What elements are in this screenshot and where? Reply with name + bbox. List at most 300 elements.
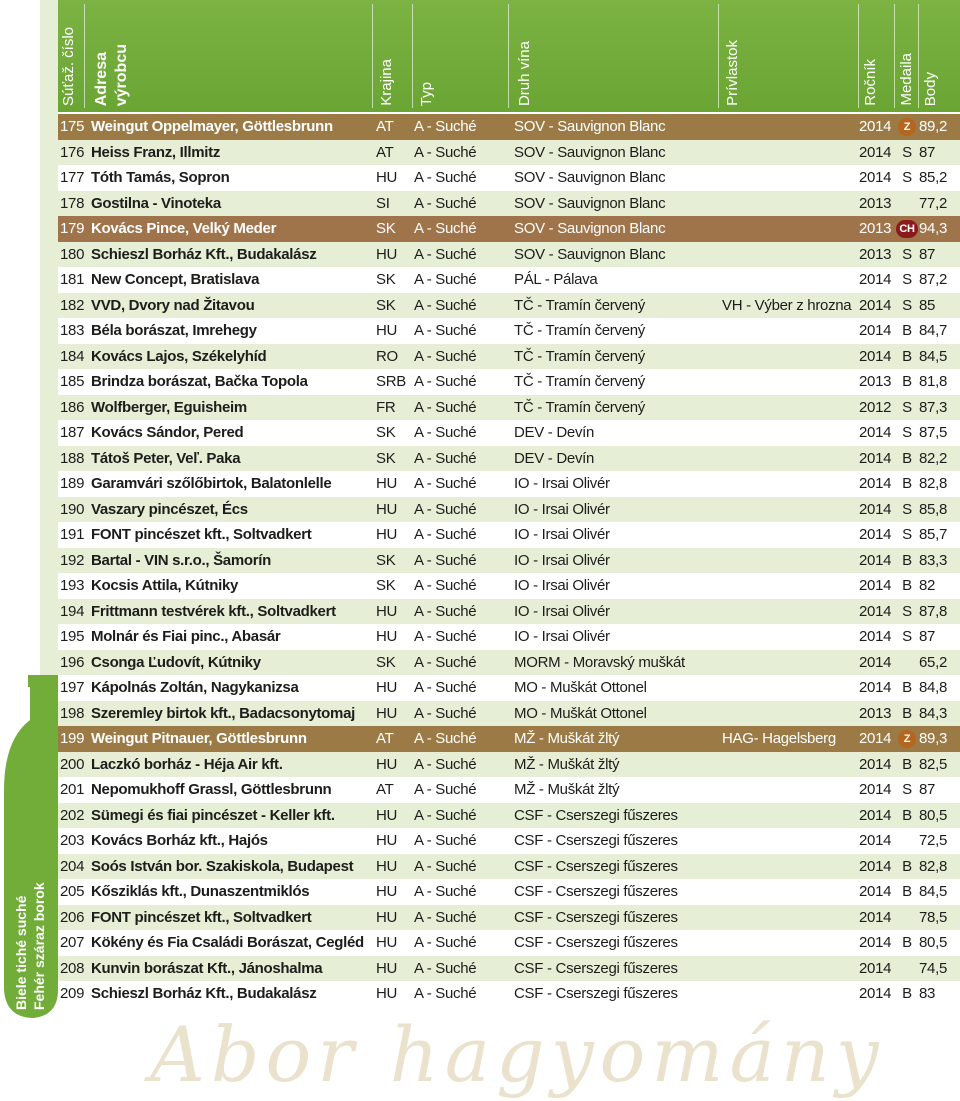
cell-region: SK xyxy=(376,653,396,671)
cell-year: 2014 xyxy=(859,832,892,849)
cell-producer: Gostilna - Vinoteka xyxy=(91,194,221,212)
table-row xyxy=(58,471,960,497)
cell-medal xyxy=(896,114,918,140)
cell-region: AT xyxy=(376,118,394,135)
cell-attr xyxy=(722,497,867,523)
cell-year: 2014 xyxy=(859,526,892,543)
cell-region: HU xyxy=(376,832,398,849)
cell-producer: Schieszl Borház Kft., Budakalász xyxy=(91,985,317,1002)
cell-type: A - Suché xyxy=(414,245,477,263)
table-row xyxy=(58,599,960,625)
cell-producer: Weingut Oppelmayer, Göttlesbrunn xyxy=(91,118,333,135)
cell-points: 87,8 xyxy=(919,602,947,620)
cell-region: HU xyxy=(376,169,398,186)
cell-medal: B xyxy=(902,857,912,875)
cell-points: 87 xyxy=(919,628,936,645)
cell-num: 183 xyxy=(60,322,85,339)
cell-type: A - Suché xyxy=(414,602,477,620)
cell-type: A - Suché xyxy=(414,653,477,671)
cell-medal: S xyxy=(902,500,912,518)
cell-wine: SOV - Sauvignon Blanc xyxy=(514,118,666,135)
cell-attr xyxy=(722,395,867,421)
cell-attr xyxy=(722,777,867,803)
cell-medal: B xyxy=(902,475,912,492)
table-row xyxy=(58,777,960,803)
cell-wine: MORM - Moravský muškát xyxy=(514,653,685,671)
table-row xyxy=(58,344,960,370)
cell-attr: HAG- Hagelsberg xyxy=(722,730,836,747)
cell-producer: Kunvin borászat Kft., Jánoshalma xyxy=(91,959,323,977)
cell-region: HU xyxy=(376,806,398,824)
cell-wine: TČ - Tramín červený xyxy=(514,296,645,314)
cell-year: 2014 xyxy=(859,551,892,569)
cell-medal: S xyxy=(902,398,912,416)
cell-region: SK xyxy=(376,577,396,594)
cell-medal: S xyxy=(902,781,912,798)
cell-medal xyxy=(896,216,918,242)
cell-wine: SOV - Sauvignon Blanc xyxy=(514,245,666,263)
cell-producer: New Concept, Bratislava xyxy=(91,271,260,288)
cell-points: 85,7 xyxy=(919,526,947,543)
header-year: Ročník xyxy=(862,59,879,106)
header-wine: Druh vína xyxy=(516,40,533,106)
cell-points: 87,2 xyxy=(919,271,947,288)
cell-num: 179 xyxy=(60,220,85,237)
cell-region: HU xyxy=(376,883,398,900)
cell-producer: Kovács Lajos, Székelyhíd xyxy=(91,347,267,365)
table-row xyxy=(58,140,960,166)
cell-region: RO xyxy=(376,347,398,365)
cell-attr xyxy=(722,675,867,701)
table-row xyxy=(58,548,960,574)
cell-num: 204 xyxy=(60,857,85,875)
table-row xyxy=(58,675,960,701)
cell-type: A - Suché xyxy=(414,883,477,900)
cell-producer: Laczkó borház - Héja Air kft. xyxy=(91,755,283,773)
cell-producer: Garamvári szőlőbirtok, Balatonlelle xyxy=(91,475,332,492)
cell-type: A - Suché xyxy=(414,296,477,314)
cell-num: 196 xyxy=(60,653,85,671)
cell-year: 2014 xyxy=(859,679,892,696)
cell-region: SRB xyxy=(376,373,406,390)
cell-year: 2014 xyxy=(859,653,892,671)
gold-medal-icon: Z xyxy=(898,118,916,136)
cell-medal: B xyxy=(902,373,912,390)
cell-points: 82,8 xyxy=(919,857,947,875)
cell-medal: B xyxy=(902,577,912,594)
cell-num: 180 xyxy=(60,245,85,263)
cell-region: SK xyxy=(376,271,396,288)
cell-producer: Bartal - VIN s.r.o., Šamorín xyxy=(91,551,271,569)
cell-region: SK xyxy=(376,220,396,237)
cell-points: 81,8 xyxy=(919,373,947,390)
table-row xyxy=(58,726,960,752)
cell-attr: VH - Výber z hrozna xyxy=(722,296,852,314)
cell-num: 175 xyxy=(60,118,85,135)
header-points: Body xyxy=(922,71,939,106)
cell-year: 2014 xyxy=(859,143,892,161)
table-row xyxy=(58,242,960,268)
cell-producer: Sümegi és fiai pincészet - Keller kft. xyxy=(91,806,335,824)
cell-wine: TČ - Tramín červený xyxy=(514,398,645,416)
cell-medal: B xyxy=(902,347,912,365)
cell-type: A - Suché xyxy=(414,424,477,441)
cell-year: 2014 xyxy=(859,296,892,314)
table-row xyxy=(58,497,960,523)
results-table xyxy=(58,114,960,1007)
cell-num: 176 xyxy=(60,143,85,161)
cell-points: 87 xyxy=(919,781,936,798)
cell-year: 2014 xyxy=(859,602,892,620)
cell-medal: S xyxy=(902,628,912,645)
cell-year: 2014 xyxy=(859,347,892,365)
cell-num: 188 xyxy=(60,449,85,467)
cell-type: A - Suché xyxy=(414,449,477,467)
cell-points: 80,5 xyxy=(919,806,947,824)
cell-producer: Brindza borászat, Bačka Topola xyxy=(91,373,308,390)
cell-medal: S xyxy=(902,602,912,620)
table-row xyxy=(58,395,960,421)
cell-points: 84,8 xyxy=(919,679,947,696)
cell-wine: CSF - Cserszegi fűszeres xyxy=(514,908,678,926)
cell-region: SK xyxy=(376,551,396,569)
cell-year: 2013 xyxy=(859,194,892,212)
cell-wine: MŽ - Muškát žltý xyxy=(514,730,620,747)
cell-type: A - Suché xyxy=(414,704,477,722)
cell-points: 65,2 xyxy=(919,653,947,671)
cell-points: 87,3 xyxy=(919,398,947,416)
cell-wine: SOV - Sauvignon Blanc xyxy=(514,220,666,237)
cell-num: 185 xyxy=(60,373,85,390)
cell-num: 208 xyxy=(60,959,85,977)
cell-producer: Szeremley birtok kft., Badacsonytomaj xyxy=(91,704,355,722)
cell-year: 2014 xyxy=(859,985,892,1002)
cell-num: 195 xyxy=(60,628,85,645)
cell-type: A - Suché xyxy=(414,679,477,696)
cell-type: A - Suché xyxy=(414,194,477,212)
table-row xyxy=(58,930,960,956)
cell-attr xyxy=(722,344,867,370)
sidebar-line-2: Fehér száraz borok xyxy=(31,882,47,1010)
cell-wine: MŽ - Muškát žltý xyxy=(514,755,620,773)
cell-wine: IO - Irsai Olivér xyxy=(514,551,610,569)
cell-producer: Tóth Tamás, Sopron xyxy=(91,169,230,186)
cell-wine: DEV - Devín xyxy=(514,424,595,441)
cell-year: 2014 xyxy=(859,883,892,900)
cell-medal xyxy=(896,956,918,982)
cell-attr xyxy=(722,165,867,191)
cell-producer: Tátoš Peter, Veľ. Paka xyxy=(91,449,241,467)
cell-wine: CSF - Cserszegi fűszeres xyxy=(514,806,678,824)
cell-points: 77,2 xyxy=(919,194,947,212)
cell-attr xyxy=(722,624,867,650)
cell-region: HU xyxy=(376,959,398,977)
cell-medal: B xyxy=(902,679,912,696)
cell-wine: CSF - Cserszegi fűszeres xyxy=(514,883,678,900)
cell-medal: S xyxy=(902,296,912,314)
cell-attr xyxy=(722,828,867,854)
cell-wine: IO - Irsai Olivér xyxy=(514,526,610,543)
cell-attr xyxy=(722,854,867,880)
champion-medal-icon: CH xyxy=(896,220,918,238)
cell-medal xyxy=(896,828,918,854)
cell-wine: TČ - Tramín červený xyxy=(514,347,645,365)
cell-attr xyxy=(722,599,867,625)
cell-producer: Béla borászat, Imrehegy xyxy=(91,322,257,339)
cell-attr xyxy=(722,242,867,268)
cell-type: A - Suché xyxy=(414,143,477,161)
cell-num: 201 xyxy=(60,781,85,798)
cell-year: 2014 xyxy=(859,908,892,926)
cell-producer: FONT pincészet kft., Soltvadkert xyxy=(91,908,312,926)
cell-medal: B xyxy=(902,704,912,722)
table-row xyxy=(58,420,960,446)
cell-medal xyxy=(896,726,918,752)
cell-medal: S xyxy=(902,169,912,186)
cell-region: HU xyxy=(376,526,398,543)
cell-type: A - Suché xyxy=(414,271,477,288)
cell-wine: IO - Irsai Olivér xyxy=(514,577,610,594)
cell-attr xyxy=(722,216,867,242)
table-row xyxy=(58,267,960,293)
cell-points: 94,3 xyxy=(919,220,947,237)
cell-medal: S xyxy=(902,271,912,288)
cell-producer: Wolfberger, Eguisheim xyxy=(91,398,247,416)
cell-num: 205 xyxy=(60,883,85,900)
cell-wine: PÁL - Pálava xyxy=(514,271,598,288)
cell-type: A - Suché xyxy=(414,322,477,339)
cell-wine: MŽ - Muškát žltý xyxy=(514,781,620,798)
header-num: Súťaž. číslo xyxy=(60,27,77,106)
cell-year: 2014 xyxy=(859,424,892,441)
cell-type: A - Suché xyxy=(414,500,477,518)
cell-region: HU xyxy=(376,857,398,875)
cell-year: 2014 xyxy=(859,271,892,288)
cell-attr xyxy=(722,471,867,497)
cell-wine: IO - Irsai Olivér xyxy=(514,475,610,492)
cell-num: 193 xyxy=(60,577,85,594)
cell-year: 2013 xyxy=(859,220,892,237)
cell-medal: B xyxy=(902,322,912,339)
cell-producer: Nepomukhoff Grassl, Göttlesbrunn xyxy=(91,781,332,798)
table-header xyxy=(58,0,960,112)
cell-producer: VVD, Dvory nad Žitavou xyxy=(91,296,255,314)
cell-producer: Kökény és Fia Családi Borászat, Cegléd xyxy=(91,934,364,951)
cell-wine: MO - Muškát Ottonel xyxy=(514,679,647,696)
cell-year: 2014 xyxy=(859,118,892,135)
table-row xyxy=(58,114,960,140)
cell-attr xyxy=(722,114,867,140)
cell-attr xyxy=(722,930,867,956)
cell-producer: Kovács Sándor, Pered xyxy=(91,424,244,441)
cell-num: 194 xyxy=(60,602,85,620)
cell-wine: IO - Irsai Olivér xyxy=(514,602,610,620)
cell-num: 184 xyxy=(60,347,85,365)
cell-region: HU xyxy=(376,934,398,951)
cell-num: 189 xyxy=(60,475,85,492)
cell-producer: Molnár és Fiai pinc., Abasár xyxy=(91,628,281,645)
cell-producer: Kovács Borház kft., Hajós xyxy=(91,832,268,849)
cell-region: HU xyxy=(376,322,398,339)
cell-points: 82,5 xyxy=(919,755,947,773)
cell-points: 84,7 xyxy=(919,322,947,339)
cell-region: SK xyxy=(376,424,396,441)
cell-num: 181 xyxy=(60,271,85,288)
cell-producer: FONT pincészet kft., Soltvadkert xyxy=(91,526,312,543)
table-row xyxy=(58,369,960,395)
cell-year: 2014 xyxy=(859,475,892,492)
cell-attr xyxy=(722,573,867,599)
cell-region: HU xyxy=(376,985,398,1002)
cell-attr xyxy=(722,140,867,166)
cell-attr xyxy=(722,420,867,446)
table-row xyxy=(58,293,960,319)
cell-points: 80,5 xyxy=(919,934,947,951)
cell-year: 2014 xyxy=(859,781,892,798)
cell-points: 82,2 xyxy=(919,449,947,467)
cell-year: 2014 xyxy=(859,322,892,339)
table-row xyxy=(58,624,960,650)
cell-medal: S xyxy=(902,143,912,161)
cell-points: 72,5 xyxy=(919,832,947,849)
cell-points: 85,2 xyxy=(919,169,947,186)
cell-medal: S xyxy=(902,245,912,263)
cell-medal: S xyxy=(902,526,912,543)
cell-region: HU xyxy=(376,704,398,722)
table-row xyxy=(58,446,960,472)
cell-medal: B xyxy=(902,755,912,773)
cell-wine: TČ - Tramín červený xyxy=(514,322,645,339)
header-attribute: Prívlastok xyxy=(724,40,741,106)
cell-type: A - Suché xyxy=(414,755,477,773)
cell-year: 2014 xyxy=(859,449,892,467)
cell-wine: IO - Irsai Olivér xyxy=(514,500,610,518)
cell-producer: Vaszary pincészet, Écs xyxy=(91,500,248,518)
table-row xyxy=(58,981,960,1007)
cell-region: HU xyxy=(376,755,398,773)
cell-num: 200 xyxy=(60,755,85,773)
table-row xyxy=(58,879,960,905)
cell-region: AT xyxy=(376,781,394,798)
cell-attr xyxy=(722,191,867,217)
cell-year: 2013 xyxy=(859,373,892,390)
cell-attr xyxy=(722,752,867,778)
cell-year: 2014 xyxy=(859,730,892,747)
cell-attr xyxy=(722,446,867,472)
cell-medal: B xyxy=(902,934,912,951)
cell-type: A - Suché xyxy=(414,398,477,416)
cell-wine: SOV - Sauvignon Blanc xyxy=(514,194,666,212)
cell-year: 2014 xyxy=(859,934,892,951)
cell-type: A - Suché xyxy=(414,959,477,977)
cell-wine: MO - Muškát Ottonel xyxy=(514,704,647,722)
cell-attr xyxy=(722,267,867,293)
cell-points: 82 xyxy=(919,577,936,594)
gold-medal-icon: Z xyxy=(898,730,916,748)
cell-region: HU xyxy=(376,500,398,518)
cell-points: 74,5 xyxy=(919,959,947,977)
cell-producer: Kovács Pince, Velký Meder xyxy=(91,220,277,237)
cell-producer: Csonga Ľudovít, Kútniky xyxy=(91,653,261,671)
cell-region: FR xyxy=(376,398,396,416)
cell-region: HU xyxy=(376,475,398,492)
table-row xyxy=(58,522,960,548)
cell-points: 84,5 xyxy=(919,347,947,365)
cell-year: 2014 xyxy=(859,857,892,875)
cell-num: 186 xyxy=(60,398,85,416)
cell-wine: SOV - Sauvignon Blanc xyxy=(514,169,666,186)
cell-type: A - Suché xyxy=(414,373,477,390)
cell-medal xyxy=(896,650,918,676)
sidebar-category-label xyxy=(12,830,52,1010)
cell-medal: B xyxy=(902,806,912,824)
cell-year: 2012 xyxy=(859,398,892,416)
cell-num: 207 xyxy=(60,934,85,951)
cell-points: 82,8 xyxy=(919,475,947,492)
cell-medal: B xyxy=(902,551,912,569)
cell-region: HU xyxy=(376,628,398,645)
cell-wine: IO - Irsai Olivér xyxy=(514,628,610,645)
cell-type: A - Suché xyxy=(414,628,477,645)
table-row xyxy=(58,854,960,880)
cell-num: 192 xyxy=(60,551,85,569)
table-row xyxy=(58,803,960,829)
cell-region: SI xyxy=(376,194,390,212)
table-row xyxy=(58,828,960,854)
cell-num: 198 xyxy=(60,704,85,722)
cell-type: A - Suché xyxy=(414,347,477,365)
cell-year: 2014 xyxy=(859,169,892,186)
cell-points: 87,5 xyxy=(919,424,947,441)
cell-producer: Frittmann testvérek kft., Soltvadkert xyxy=(91,602,336,620)
cell-medal xyxy=(896,191,918,217)
cell-producer: Soós István bor. Szakiskola, Budapest xyxy=(91,857,354,875)
table-row xyxy=(58,701,960,727)
cell-attr xyxy=(722,879,867,905)
cell-points: 89,2 xyxy=(919,118,947,135)
cell-type: A - Suché xyxy=(414,526,477,543)
cell-num: 191 xyxy=(60,526,85,543)
cell-year: 2014 xyxy=(859,959,892,977)
cell-wine: CSF - Cserszegi fűszeres xyxy=(514,959,678,977)
cell-type: A - Suché xyxy=(414,857,477,875)
cell-attr xyxy=(722,548,867,574)
cell-type: A - Suché xyxy=(414,118,477,135)
cell-wine: CSF - Cserszegi fűszeres xyxy=(514,985,678,1002)
cell-producer: Weingut Pitnauer, Göttlesbrunn xyxy=(91,730,307,747)
header-region: Krajina xyxy=(378,59,395,106)
header-producer-line2: výrobcu xyxy=(113,43,130,106)
cell-type: A - Suché xyxy=(414,985,477,1002)
cell-year: 2013 xyxy=(859,704,892,722)
cell-wine: CSF - Cserszegi fűszeres xyxy=(514,857,678,875)
cell-producer: Kocsis Attila, Kútniky xyxy=(91,577,239,594)
cell-points: 85 xyxy=(919,296,936,314)
cell-region: HU xyxy=(376,908,398,926)
cell-region: HU xyxy=(376,245,398,263)
cell-attr xyxy=(722,318,867,344)
cell-points: 84,5 xyxy=(919,883,947,900)
table-row xyxy=(58,905,960,931)
cell-attr xyxy=(722,369,867,395)
cell-type: A - Suché xyxy=(414,908,477,926)
header-producer xyxy=(92,44,132,106)
cell-wine: DEV - Devín xyxy=(514,449,595,467)
cell-region: HU xyxy=(376,602,398,620)
cell-points: 87 xyxy=(919,245,936,263)
cell-region: HU xyxy=(376,679,398,696)
cell-year: 2014 xyxy=(859,806,892,824)
